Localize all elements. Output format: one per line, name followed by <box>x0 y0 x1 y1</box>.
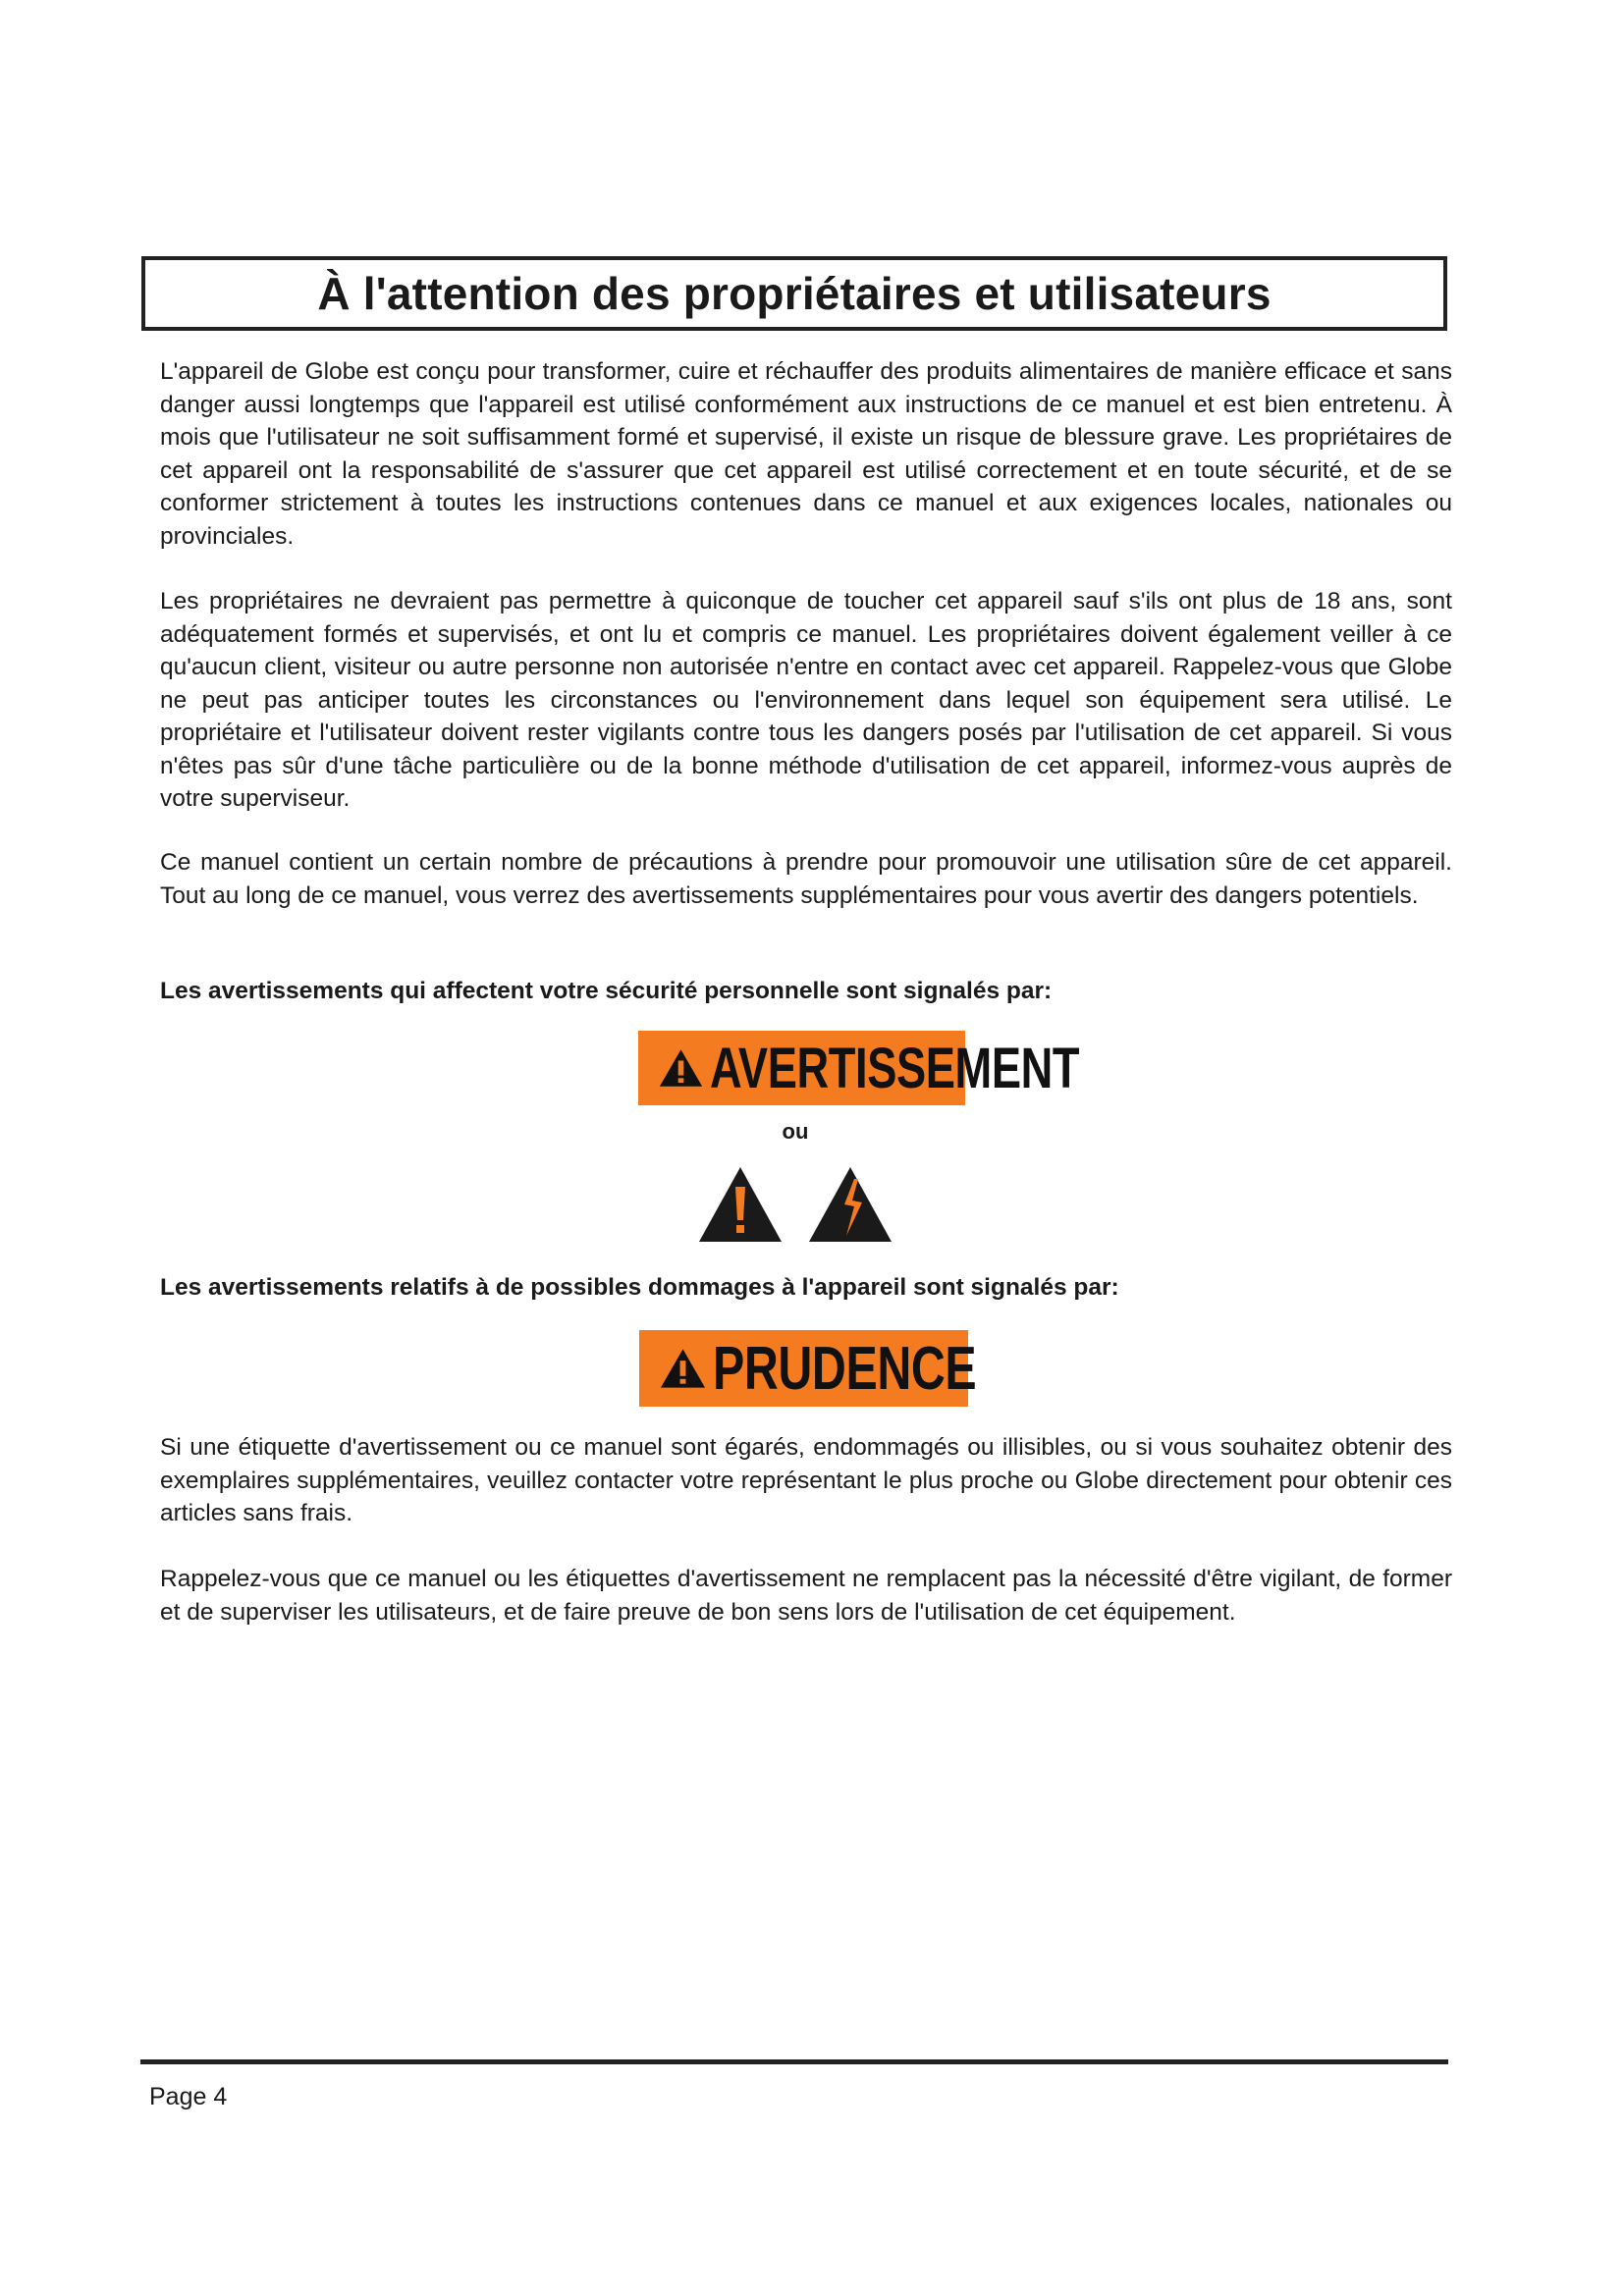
personal-safety-heading: Les avertissements qui affectent votre sécurité personnelle sont signalés par: <box>160 978 1053 1004</box>
intro-paragraph <box>160 355 1452 553</box>
owners-text: Les propriétaires ne devraient pas permettre à quiconque de toucher cet appareil sauf s'ils ont plus de 18 ans, sont adéquatement formés et supervisés, et ont lu et compris ce manuel. Les propriétaires doivent également veiller à ce qu'aucun client, visiteur ou autre personne non autorisée n'entre en contact avec cet appareil. Rappelez-vous que Globe ne peut pas anticiper toutes les circonstances ou l'environnement dans lequel son équipement sera utilisé. Le propriétaire et l'utilisateur doivent rester vigilants contre tous les dangers posés par l'utilisation de cet appareil. Si vous n'êtes pas sûr d'une tâche particulière ou de la bonne méthode d'utilisation de cet appareil, informez-vous auprès de votre superviseur. <box>160 588 1452 812</box>
warning-sign <box>638 1031 1080 1105</box>
precautions-paragraph <box>160 846 1452 912</box>
warning-sign-label: AVERTISSEMENT <box>710 1036 1080 1100</box>
or-separator: ou <box>782 1119 809 1144</box>
page-title: À l'attention des propriétaires et utilisateurs <box>317 268 1272 319</box>
footer-divider <box>140 2059 1448 2064</box>
reminder-text: Rappelez-vous que ce manuel ou les étiquettes d'avertissement ne remplacent pas la nécessité d'être vigilant, de former et de superviser les utilisateurs, et de faire preuve de bon sens lors de l'utilisation de cet équipement. <box>160 1566 1452 1626</box>
warning-triangle-icon <box>658 1046 704 1090</box>
page-number: Page 4 <box>149 2083 228 2110</box>
replacement-text: Si une étiquette d'avertissement ou ce manuel sont égarés, endommagés ou illisibles, ou si vous souhaitez obtenir des exemplaires supplémentaires, veuillez contacter votre représentant le plus proche ou Globe directement pour obtenir ces articles sans frais. <box>160 1434 1452 1526</box>
electric-hazard-icon <box>807 1165 893 1244</box>
reminder-paragraph <box>160 1563 1452 1629</box>
equipment-damage-heading: Les avertissements relatifs à de possibles dommages à l'appareil sont signalés par: <box>160 1274 1119 1301</box>
owners-paragraph <box>160 585 1452 816</box>
caution-sign <box>639 1330 977 1407</box>
intro-text: L'appareil de Globe est conçu pour transformer, cuire et réchauffer des produits alimentaires de manière efficace et sans danger aussi longtemps que l'appareil est utilisé conformément aux instructions de ce manuel et est bien entretenu. À mois que l'utilisateur ne soit suffisamment formé et supervisé, il existe un risque de blessure grave. Les propriétaires de cet appareil ont la responsabilité de s'assurer que cet appareil est utilisé correctement et en toute sécurité, et de se conformer strictement à toutes les instructions contenues dans ce manuel et aux exigences locales, nationales ou provinciales. <box>160 358 1452 550</box>
title-box <box>141 256 1447 331</box>
precautions-text: Ce manuel contient un certain nombre de précautions à prendre pour promouvoir une utilisation sûre de cet appareil. Tout au long de ce manuel, vous verrez des avertissements supplémentaires pour vous avertir des dangers potentiels. <box>160 849 1452 909</box>
warning-exclamation-icon <box>697 1165 784 1244</box>
replacement-paragraph <box>160 1431 1452 1530</box>
caution-triangle-icon <box>659 1347 707 1390</box>
caution-sign-label: PRUDENCE <box>713 1334 977 1403</box>
